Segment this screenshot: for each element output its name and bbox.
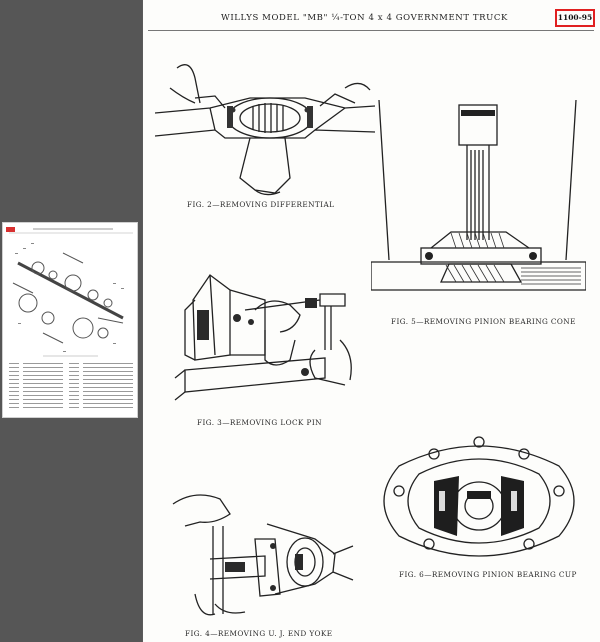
thumbnail-marker — [6, 227, 15, 232]
thumbnail-preview — [3, 223, 138, 418]
figure-5-illustration — [371, 100, 586, 305]
figure-removing-differential — [155, 58, 375, 209]
figure-3-caption: FIG. 3—REMOVING LOCK PIN — [197, 418, 322, 427]
page-header-title: WILLYS MODEL "MB" ¼-TON 4 x 4 GOVERNMENT TRUCK — [221, 13, 508, 23]
figure-2-illustration — [155, 58, 375, 198]
figure-removing-pinion-bearing-cone — [371, 100, 586, 326]
figure-removing-lock-pin — [155, 260, 365, 427]
figure-6-caption: FIG. 6—REMOVING PINION BEARING CUP — [399, 570, 577, 579]
figure-removing-pinion-bearing-cup — [379, 436, 579, 579]
figure-3-illustration — [155, 260, 365, 410]
figure-5-caption: FIG. 5—REMOVING PINION BEARING CONE — [391, 317, 576, 326]
page-number-badge: 1100-95 — [555, 9, 595, 27]
page-header — [143, 13, 600, 25]
document-page — [143, 0, 600, 642]
thumbnail-panel — [0, 0, 142, 642]
figure-2-caption: FIG. 2—REMOVING DIFFERENTIAL — [187, 200, 335, 209]
header-rule — [148, 30, 594, 31]
figure-removing-end-yoke — [155, 484, 355, 638]
figure-4-illustration — [155, 484, 355, 624]
figure-6-illustration — [379, 436, 579, 561]
figure-4-caption: FIG. 4—REMOVING U. J. END YOKE — [185, 629, 333, 638]
page-thumbnail[interactable] — [2, 222, 138, 418]
